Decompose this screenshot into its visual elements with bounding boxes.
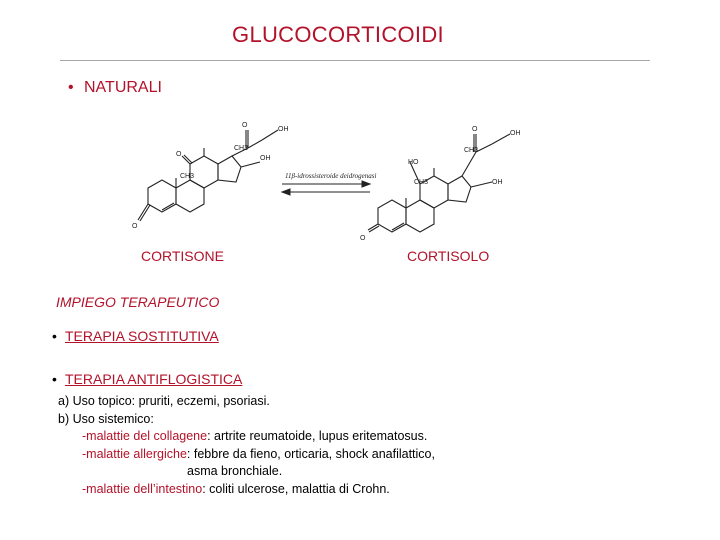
- section-title: IMPIEGO TERAPEUTICO: [56, 294, 220, 310]
- cortisol-o-2: O: [472, 126, 478, 133]
- detail-line-a: a) Uso topico: pruriti, eczemi, psoriasi.: [58, 394, 270, 408]
- detail-rest: : febbre da fieno, orticaria, shock anafilattico,: [186, 446, 435, 461]
- reaction-arrows: [282, 181, 370, 195]
- naturali-bullet: •: [68, 79, 74, 96]
- bullet-terapia-antiflogistica: [52, 371, 242, 387]
- cortisone-oh-2: OH: [260, 155, 271, 162]
- enzyme-label: 11β-idrossisteroide deidrogenasi: [285, 172, 377, 180]
- detail-prefix: -malattie del collagene: [82, 429, 208, 443]
- cortisone-label: CORTISONE: [141, 248, 224, 264]
- cortisone-ch3-2: CH3: [180, 173, 195, 180]
- bullet-terapia-sostitutiva: [52, 328, 219, 344]
- cortisol-ho: HO: [408, 159, 419, 166]
- cortisone-o-2: O: [176, 151, 182, 158]
- detail-line-asma: asma bronchiale.: [187, 464, 283, 478]
- cortisolo-label: CORTISOLO: [407, 248, 490, 264]
- naturali-heading: [68, 79, 162, 97]
- detail-prefix: -malattie dell’intestino: [82, 481, 203, 496]
- detail-line-allergiche: [58, 446, 435, 464]
- bullet-text: TERAPIA ANTIFLOGISTICA: [65, 371, 243, 387]
- detail-line-intestino: [58, 481, 435, 499]
- cortisone-o-1: O: [132, 223, 138, 230]
- bullet-text: TERAPIA SOSTITUTIVA: [65, 328, 219, 344]
- bullet-dot: •: [52, 371, 57, 387]
- naturali-label: NATURALI: [84, 79, 162, 96]
- cortisone-o-3: O: [242, 122, 248, 129]
- therapy-details: [58, 393, 435, 498]
- detail-line-collagene: [58, 428, 435, 446]
- cortisone-ch3-1: CH3: [234, 145, 249, 152]
- cortisol-oh-1: OH: [510, 130, 521, 137]
- cortisol-ch3-1: CH3: [464, 147, 479, 154]
- cortisol-o-1: O: [360, 235, 366, 242]
- detail-line-b: b) Uso sistemico:: [58, 411, 154, 426]
- bullet-dot: •: [52, 328, 57, 344]
- cortisol-structure: [368, 134, 510, 232]
- detail-rest: : artrite reumatoide, lupus eritematosus.: [207, 429, 428, 443]
- cortisone-oh-1: OH: [278, 126, 289, 133]
- title-divider: [60, 60, 650, 61]
- detail-prefix: -malattie allergiche: [82, 446, 187, 461]
- cortisol-oh-2: OH: [492, 179, 503, 186]
- cortisol-ch3-2: CH3: [414, 179, 429, 186]
- cortisone-cortisol-diagram: [120, 112, 550, 242]
- cortisone-structure: [138, 130, 278, 221]
- detail-rest: : coliti ulcerose, malattia di Crohn.: [202, 481, 390, 496]
- page-title: GLUCOCORTICOIDI: [232, 22, 444, 47]
